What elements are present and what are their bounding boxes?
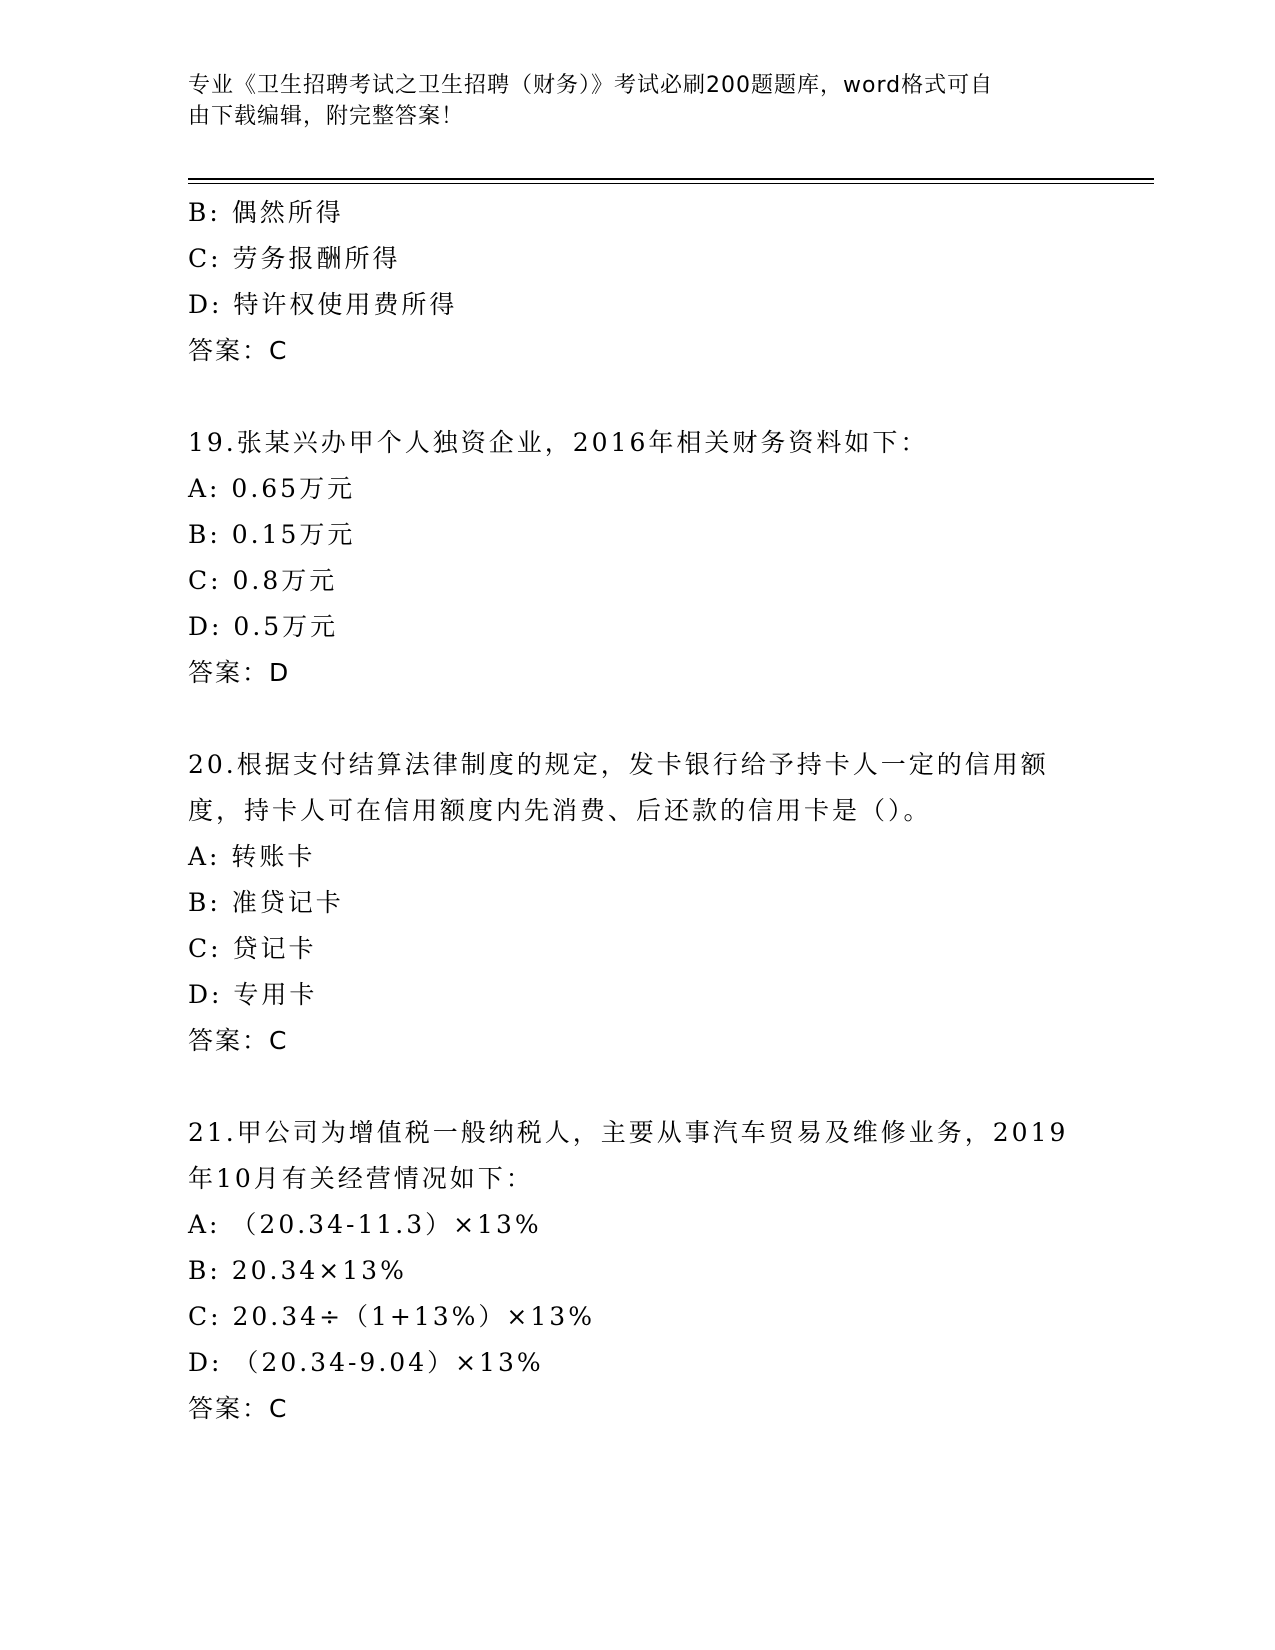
option-a: A: 0.65万元	[188, 474, 356, 503]
option-c: C: 0.8万元	[188, 566, 338, 595]
question-stem-line-2: 度，持卡人可在信用额度内先消费、后还款的信用卡是（）。	[188, 796, 932, 825]
option-c: C: 20.34÷（1+13%）×13%	[188, 1302, 595, 1331]
option-b: B: 准贷记卡	[188, 888, 344, 917]
option-c: C: 贷记卡	[188, 934, 317, 963]
question-stem-line-1: 20.根据支付结算法律制度的规定，发卡银行给予持卡人一定的信用额	[188, 750, 1049, 779]
question-stem-line-1: 21.甲公司为增值税一般纳税人，主要从事汽车贸易及维修业务，2019	[188, 1118, 1069, 1147]
question-20	[188, 742, 1088, 1064]
question-18	[188, 190, 1088, 374]
option-a: A: （20.34-11.3）×13%	[188, 1210, 542, 1239]
option-d: D: 专用卡	[188, 980, 318, 1009]
question-stem: 19.张某兴办甲个人独资企业，2016年相关财务资料如下：	[188, 428, 929, 457]
option-d: D: 0.5万元	[188, 612, 339, 641]
option-a: A: 转账卡	[188, 842, 316, 871]
question-19	[188, 420, 1088, 696]
header-rule-thick	[188, 178, 1154, 180]
document-header	[188, 70, 1088, 132]
answer: 答案：C	[188, 1026, 289, 1055]
question-list	[188, 190, 1088, 1432]
option-d: D: 特许权使用费所得	[188, 290, 458, 319]
option-d: D: （20.34-9.04）×13%	[188, 1348, 544, 1377]
option-b: B: 20.34×13%	[188, 1256, 407, 1285]
question-21	[188, 1110, 1088, 1432]
option-b: B: 偶然所得	[188, 198, 344, 227]
header-rule-thin	[188, 183, 1154, 184]
answer: 答案：C	[188, 336, 289, 365]
option-b: B: 0.15万元	[188, 520, 356, 549]
answer: 答案：D	[188, 658, 291, 687]
answer: 答案：C	[188, 1394, 289, 1423]
question-stem-line-2: 年10月有关经营情况如下：	[188, 1164, 534, 1193]
header-line-2: 由下载编辑，附完整答案！	[188, 104, 465, 129]
header-line-1: 专业《卫生招聘考试之卫生招聘（财务）》考试必刷200题题库，word格式可自	[188, 73, 994, 98]
option-c: C: 劳务报酬所得	[188, 244, 401, 273]
